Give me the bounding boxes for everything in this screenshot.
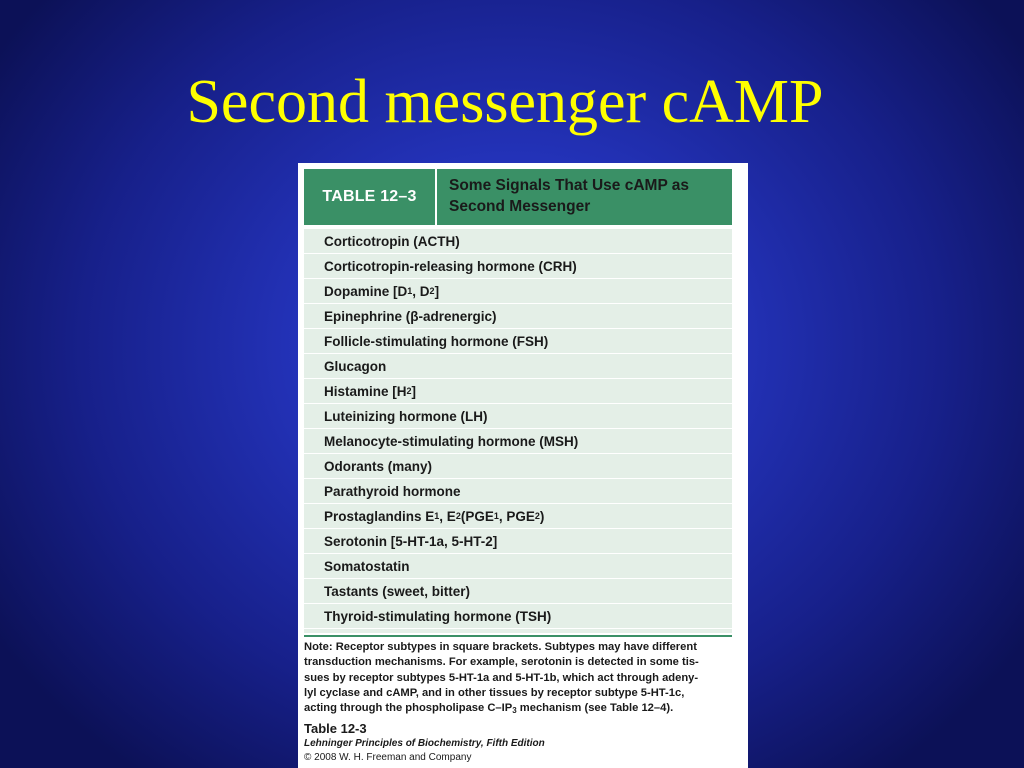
text-segment: Luteinizing hormone (LH) bbox=[324, 408, 488, 424]
text-segment: Follicle-stimulating hormone (FSH) bbox=[324, 333, 549, 349]
caption-book: Lehninger Principles of Biochemistry, Fifth Edition bbox=[304, 738, 545, 749]
table-title-line-1: Some Signals That Use cAMP as bbox=[449, 177, 690, 194]
slide-title: Second messenger cAMP bbox=[186, 68, 824, 136]
text-segment: Histamine [H bbox=[324, 383, 407, 399]
table-row bbox=[304, 454, 732, 479]
table-row bbox=[304, 354, 732, 379]
table-row: Dopamine [D 1 , D 2 ] bbox=[304, 279, 732, 304]
note-line bbox=[304, 655, 744, 670]
table-title bbox=[437, 169, 732, 225]
table-label: TABLE 12–3 bbox=[304, 169, 437, 225]
text-segment: Receptor subtypes in square brackets. Subtypes may have different bbox=[332, 641, 697, 653]
text-segment: Serotonin [5-HT-1a, 5-HT-2] bbox=[324, 533, 498, 549]
text-segment: lyl cyclase and cAMP, and in other tissues by receptor subtype 5-HT-1c, bbox=[304, 686, 685, 699]
text-segment: Parathyroid hormone bbox=[324, 483, 461, 499]
table-row bbox=[304, 429, 732, 454]
table-caption bbox=[304, 721, 545, 765]
table-row: Histamine [H 2 ] bbox=[304, 379, 732, 404]
table-note bbox=[304, 640, 744, 716]
text-segment: Odorants (many) bbox=[324, 458, 433, 474]
text-segment: Thyroid-stimulating hormone (TSH) bbox=[324, 608, 552, 624]
text-segment: Melanocyte-stimulating hormone (MSH) bbox=[324, 433, 579, 449]
table-row bbox=[304, 479, 732, 504]
table-row bbox=[304, 229, 732, 254]
table-title-line-2: Second Messenger bbox=[449, 198, 591, 215]
table-divider bbox=[304, 635, 732, 637]
table-row bbox=[304, 304, 732, 329]
text-segment: Corticotropin (ACTH) bbox=[324, 233, 460, 249]
text-segment: Glucagon bbox=[324, 358, 387, 374]
text-segment: Tastants (sweet, bitter) bbox=[324, 583, 471, 599]
caption-copyright: © 2008 W. H. Freeman and Company bbox=[304, 752, 472, 763]
table-row bbox=[304, 529, 732, 554]
table-header bbox=[304, 169, 732, 225]
note-line bbox=[304, 640, 744, 655]
note-line bbox=[304, 701, 744, 716]
note-label: Note: bbox=[304, 641, 333, 653]
table-body bbox=[304, 229, 732, 633]
text-segment: (PGE bbox=[460, 508, 494, 524]
text-segment: ] bbox=[434, 283, 440, 299]
table-row bbox=[304, 579, 732, 604]
subscript-segment: 3 bbox=[512, 706, 517, 716]
text-segment: sues by receptor subtypes 5-HT-1a and 5-HT-1b, which act through adeny- bbox=[304, 671, 699, 684]
table-row bbox=[304, 254, 732, 279]
text-segment: acting through the phospholipase C–IP bbox=[304, 702, 513, 715]
text-segment: transduction mechanisms. For example, serotonin is detected in some tis- bbox=[304, 656, 699, 669]
note-line bbox=[304, 686, 744, 701]
text-segment: Somatostatin bbox=[324, 558, 410, 574]
text-segment: Dopamine [D bbox=[324, 283, 408, 299]
table-row bbox=[304, 604, 732, 629]
table-row bbox=[304, 554, 732, 579]
caption-id: Table 12-3 bbox=[304, 721, 367, 736]
table-row bbox=[304, 329, 732, 354]
text-segment: ] bbox=[411, 383, 417, 399]
text-segment: Epinephrine (β-adrenergic) bbox=[324, 308, 497, 324]
text-segment: , PGE bbox=[498, 508, 535, 524]
table-row: Prostaglandins E 1 , E 2 (PGE 1 , PGE 2 ) bbox=[304, 504, 732, 529]
text-segment: Prostaglandins E bbox=[324, 508, 435, 524]
text-segment: , E bbox=[439, 508, 456, 524]
note-line bbox=[304, 671, 744, 686]
text-segment: ) bbox=[539, 508, 545, 524]
text-segment: Corticotropin-releasing hormone (CRH) bbox=[324, 258, 577, 274]
table-figure bbox=[298, 163, 748, 768]
text-segment: mechanism (see Table 12–4). bbox=[516, 702, 674, 715]
table-row bbox=[304, 404, 732, 429]
text-segment: , D bbox=[412, 283, 430, 299]
